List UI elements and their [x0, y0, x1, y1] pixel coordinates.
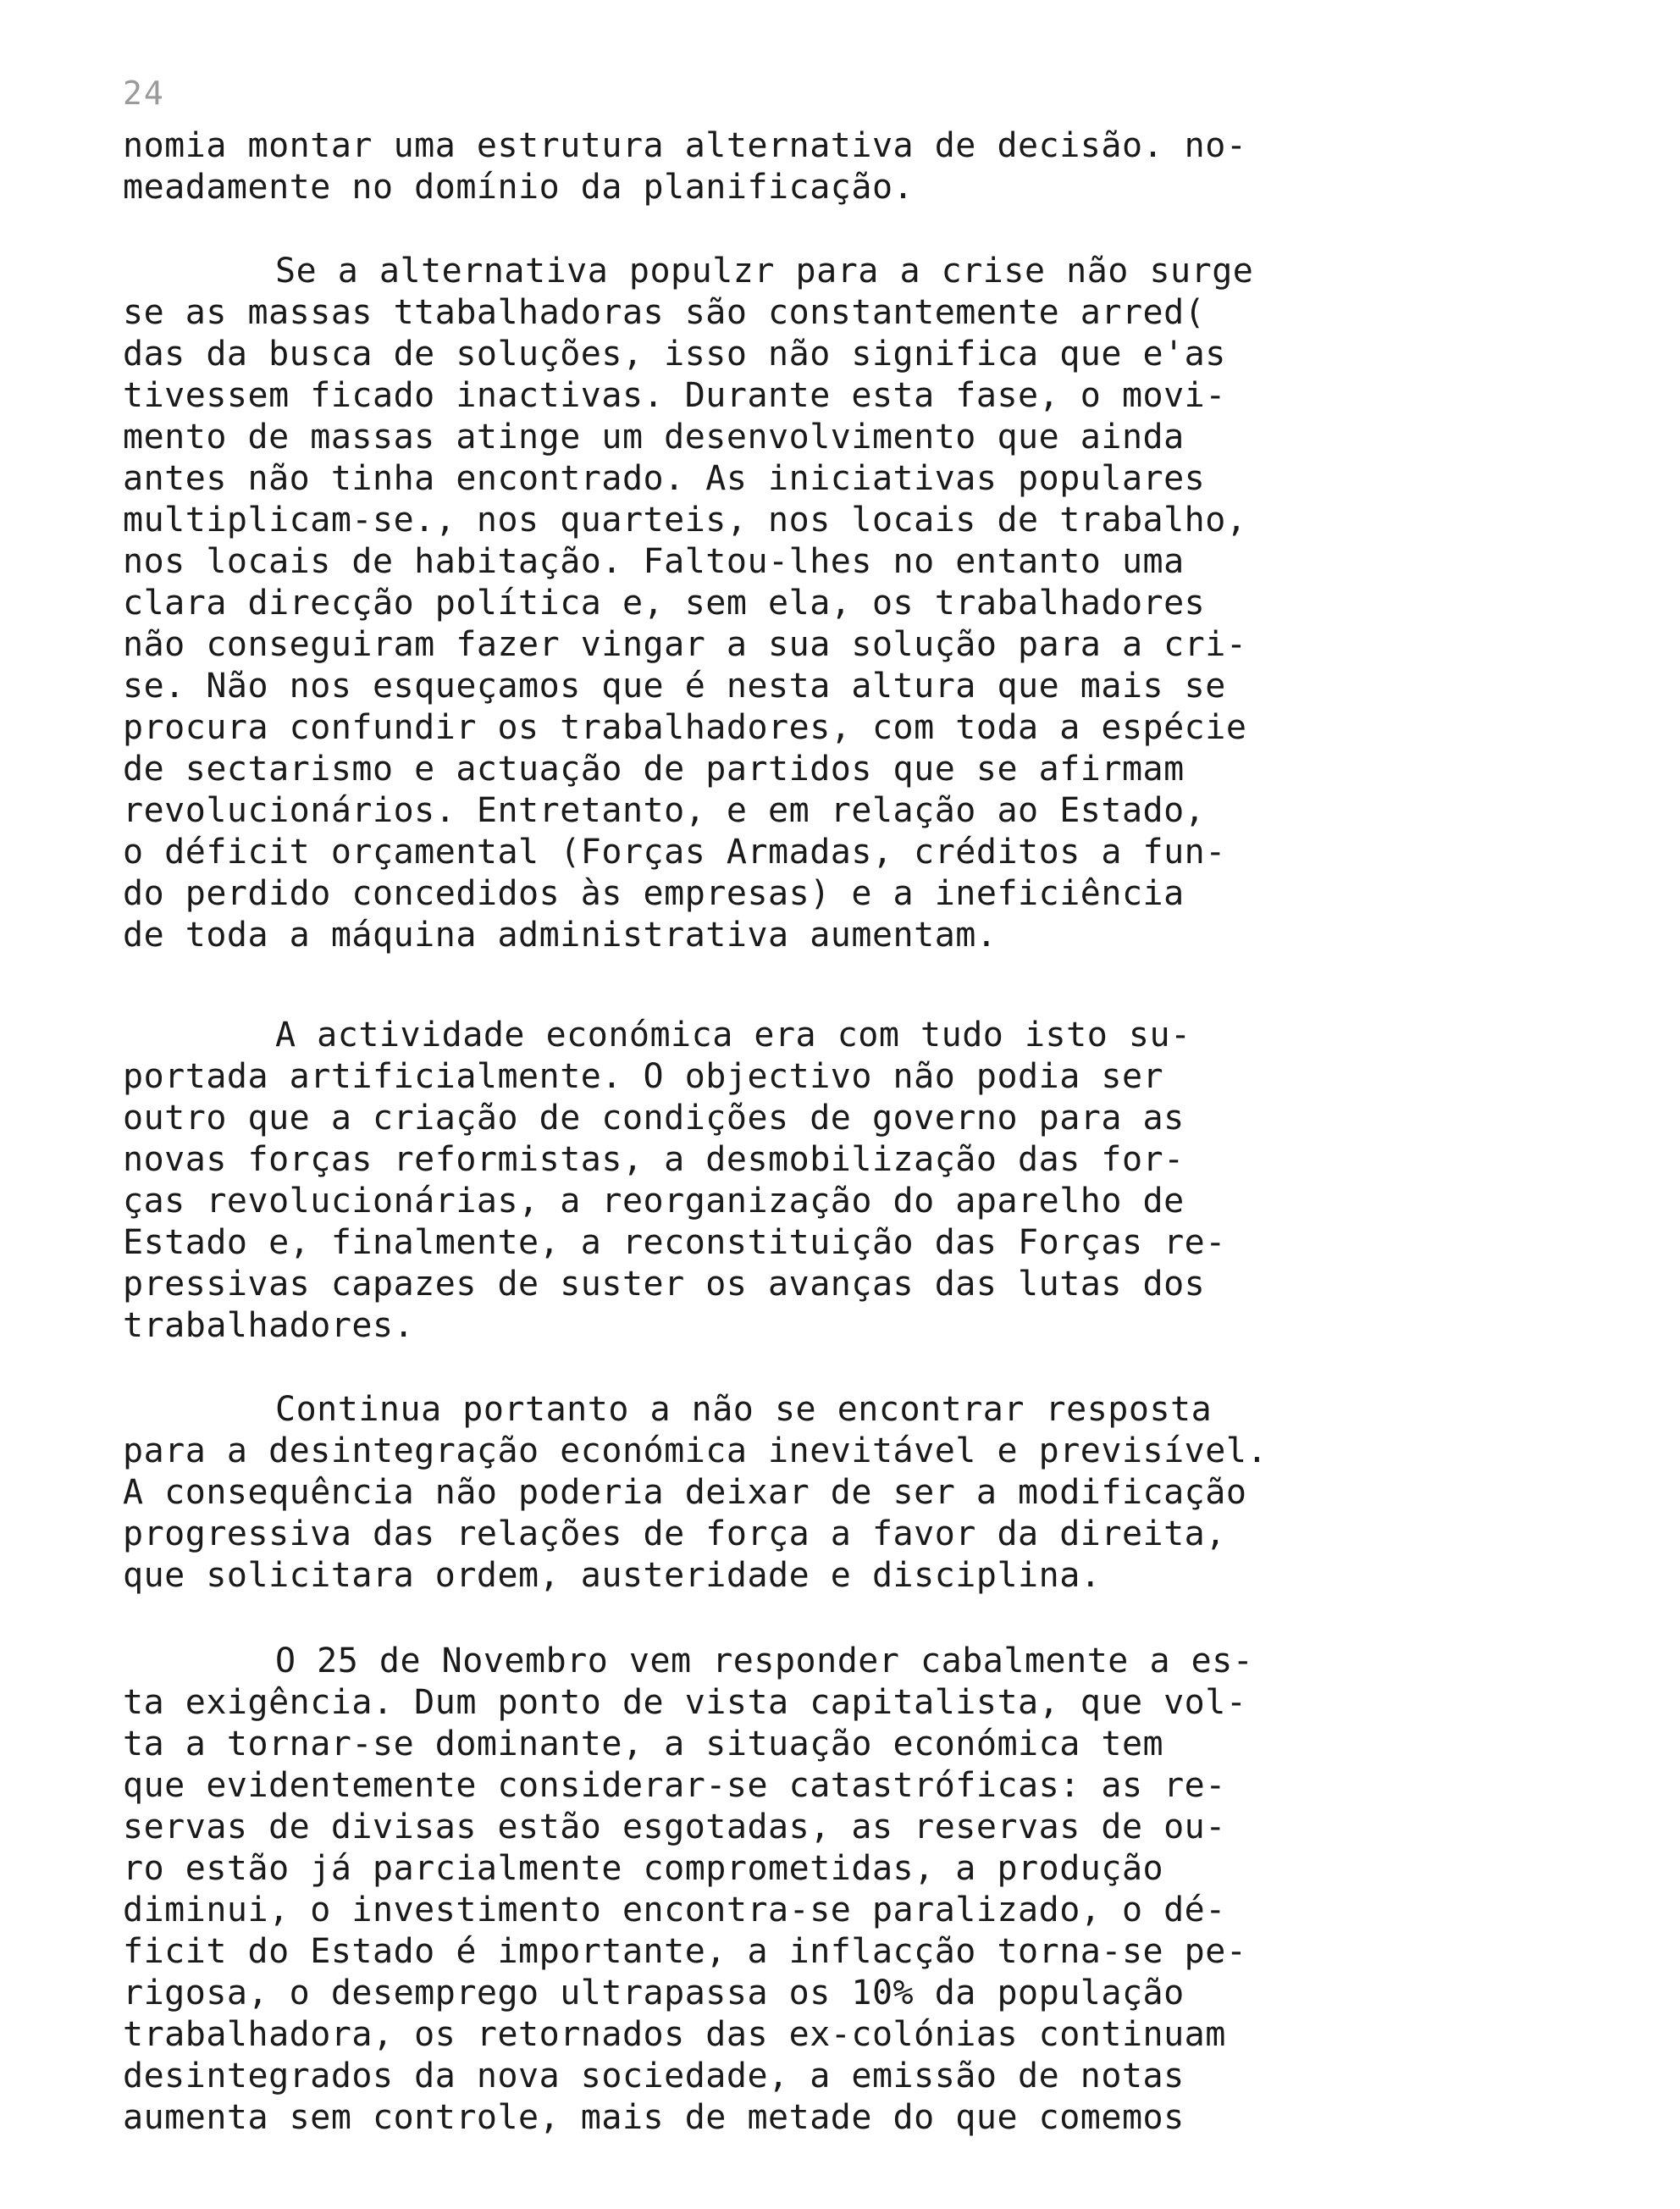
text-line: desintegrados da nova sociedade, a emissão de notas	[123, 2057, 1185, 2096]
page-number: 24	[123, 75, 165, 112]
text-line: que evidentemente considerar-se catastróficas: as re-	[123, 1766, 1226, 1805]
text-line: O 25 de Novembro vem responder cabalmente a es-	[275, 1642, 1254, 1680]
text-line: ta a tornar-se dominante, a situação económica tem	[123, 1725, 1164, 1763]
text-line: trabalhadora, os retornados das ex-colónias continuam	[123, 2015, 1226, 2054]
text-line: Estado e, finalmente, a reconstituição das Forças re-	[123, 1223, 1226, 1262]
text-line: multiplicam-se., nos quarteis, nos locais de trabalho,	[123, 501, 1247, 540]
text-line: rigosa, o desemprego ultrapassa os 10% da população	[123, 1974, 1185, 2012]
text-line: não conseguiram fazer vingar a sua solução para a cri-	[123, 625, 1247, 664]
text-line: se. Não nos esqueçamos que é nesta altura que mais se	[123, 667, 1226, 706]
text-line: diminui, o investimento encontra-se paralizado, o dé-	[123, 1891, 1226, 1929]
text-line: meadamente no domínio da planificação.	[123, 168, 915, 207]
text-line: nos locais de habitação. Faltou-lhes no entanto uma	[123, 542, 1185, 581]
text-line: ças revolucionárias, a reorganização do aparelho de	[123, 1182, 1185, 1221]
text-line: ro estão já parcialmente comprometidas, a produção	[123, 1849, 1164, 1888]
paragraph-alternativa-popular	[123, 251, 1410, 956]
text-line: mento de massas atinge um desenvolvimento que ainda	[123, 418, 1185, 457]
paragraph-25-novembro	[123, 1641, 1410, 2139]
text-line: de toda a máquina administrativa aumentam.	[123, 916, 998, 955]
text-line: que solicitara ordem, austeridade e disciplina.	[123, 1556, 1102, 1595]
text-line: Continua portanto a não se encontrar resposta	[275, 1390, 1213, 1429]
text-line: nomia montar uma estrutura alternativa de decisão. no-	[123, 126, 1247, 165]
text-line: portada artificialmente. O objectivo não podia ser	[123, 1057, 1164, 1096]
text-line: para a desintegração económica inevitável e previsível.	[123, 1431, 1268, 1470]
text-line: progressiva das relações de força a favor da direita,	[123, 1514, 1226, 1553]
text-line: novas forças reformistas, a desmobilização das for-	[123, 1140, 1185, 1179]
text-line: ficit do Estado é importante, a inflacção torna-se pe-	[123, 1932, 1247, 1971]
text-line: de sectarismo e actuação de partidos que se afirmam	[123, 750, 1185, 789]
text-line: servas de divisas estão esgotadas, as reservas de ou-	[123, 1808, 1226, 1846]
text-line: A actividade económica era com tudo isto su-	[275, 1016, 1191, 1055]
text-line: Se a alternativa populzr para a crise não surge	[275, 252, 1254, 291]
text-line: trabalhadores.	[123, 1306, 415, 1345]
paragraph-actividade-economica	[123, 1015, 1410, 1347]
text-line: clara direcção política e, sem ela, os trabalhadores	[123, 584, 1206, 623]
text-line: se as massas ttabalhadoras são constantemente arred(	[123, 293, 1206, 332]
text-line: o déficit orçamental (Forças Armadas, créditos a fun-	[123, 833, 1226, 872]
paragraph-continuation	[123, 125, 1410, 208]
text-line: antes não tinha encontrado. As iniciativas populares	[123, 459, 1206, 498]
text-line: das da busca de soluções, isso não significa que e'as	[123, 335, 1226, 374]
text-line: ta exigência. Dum ponto de vista capitalista, que vol-	[123, 1683, 1247, 1722]
text-line: A consequência não poderia deixar de ser a modificação	[123, 1473, 1247, 1512]
text-line: pressivas capazes de suster os avanças das lutas dos	[123, 1265, 1206, 1304]
text-line: outro que a criação de condições de governo para as	[123, 1099, 1185, 1138]
text-line: tivessem ficado inactivas. Durante esta fase, o movi-	[123, 376, 1226, 415]
text-line: procura confundir os trabalhadores, com toda a espécie	[123, 708, 1247, 747]
text-line: do perdido concedidos às empresas) e a ineficiência	[123, 874, 1185, 913]
text-line: revolucionários. Entretanto, e em relação ao Estado,	[123, 791, 1206, 830]
paragraph-desintegracao	[123, 1389, 1410, 1597]
text-line: aumenta sem controle, mais de metade do que comemos	[123, 2098, 1185, 2137]
